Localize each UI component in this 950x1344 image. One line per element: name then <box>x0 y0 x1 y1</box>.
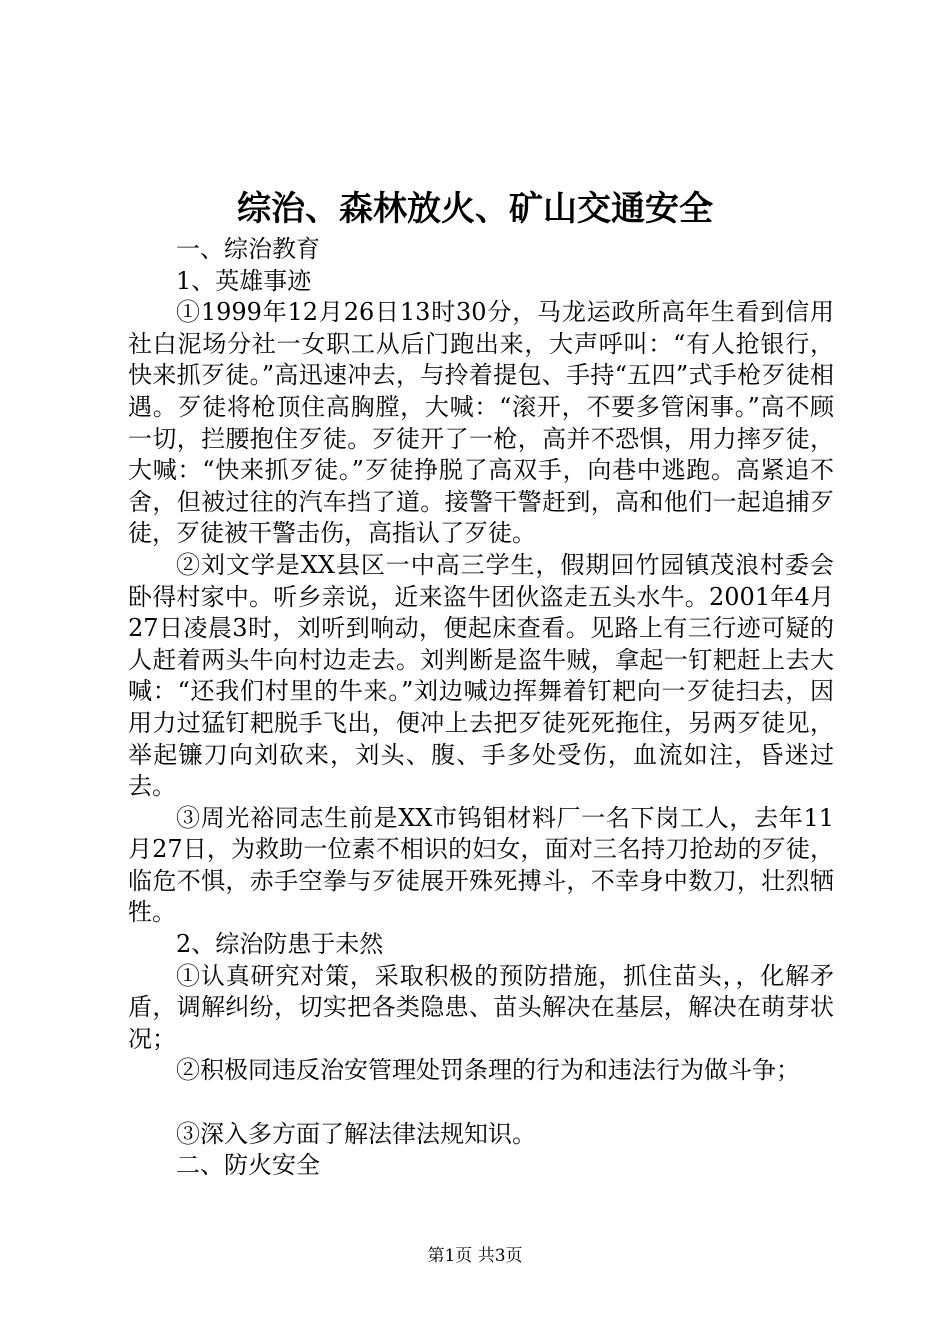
paragraph-prevention-1: ①认真研究对策，采取积极的预防措施，抓住苗头，，化解矛盾，调解纠纷，切实把各类隐患、苗头解决在基层，解决在萌芽状况； <box>128 961 834 1053</box>
section-heading-1: 一、综治教育 <box>176 235 320 263</box>
paragraph-hero-2: ②刘文学是XX县区一中高三学生，假期回竹园镇茂浪村委会卧得村家中。听乡亲说，近来盗牛团伙盗走五头水牛。2001年4月27日凌晨3时，刘听到响动，便起床查看。见路上有三行迹可疑的人赶着两头牛向村边走去。刘判断是盗牛贼，拿起一钉耙赶上去大喊：“还我们村里的牛来。”刘边喊边挥舞着钉耙向一歹徒扫去，因用力过猛钉耙脱手飞出，便冲上去把歹徒死死拖住，另两歹徒见，举起镰刀向刘砍来，刘头、腹、手多处受伤，血流如注，昏迷过去。 <box>128 550 834 801</box>
paragraph-prevention-3: ③深入多方面了解法律法规知识。 <box>176 1119 536 1148</box>
page-title: 综治、森林放火、矿山交通安全 <box>237 189 713 229</box>
document-body <box>128 234 834 1182</box>
paragraph-prevention-2: ②积极同违反治安管理处罚条理的行为和违法行为做斗争； <box>176 1056 800 1085</box>
subsection-heading-1: 1、英雄事迹 <box>176 266 312 295</box>
paragraph-hero-3: ③周光裕同志生前是XX市钨钼材料厂一名下岗工人，去年11月27日，为救助一位素不相识的妇女，面对三名持刀抢劫的歹徒，临危不惧，赤手空拳与歹徒展开殊死搏斗，不幸身中数刀，壮烈牺牲。 <box>128 803 834 927</box>
page-number: 第1页 共3页 <box>427 1246 523 1266</box>
paragraph-hero-1: ①1999年12月26日13时30分，马龙运政所高年生看到信用社白泥场分社一女职工从后门跑出来，大声呼叫：“有人抢银行，快来抓歹徒。”高迅速冲去，与拎着提包、手持“五四”式手枪歹徒相遇。歹徒将枪顶住高胸膛，大喊：“滚开，不要多管闲事。”高不顾一切，拦腰抱住歹徒。歹徒开了一枪，高并不恐惧，用力摔歹徒，大喊：“快来抓歹徒。”歹徒挣脱了高双手，向巷中逃跑。高紧追不舍，但被过往的汽车挡了道。接警干警赶到，高和他们一起追捕歹徒，歹徒被干警击伤，高指认了歹徒。 <box>128 298 834 548</box>
blank-line <box>128 1087 834 1119</box>
subsection-heading-2: 2、综治防患于未然 <box>176 930 384 959</box>
section-heading-2: 二、防火安全 <box>176 1151 320 1180</box>
